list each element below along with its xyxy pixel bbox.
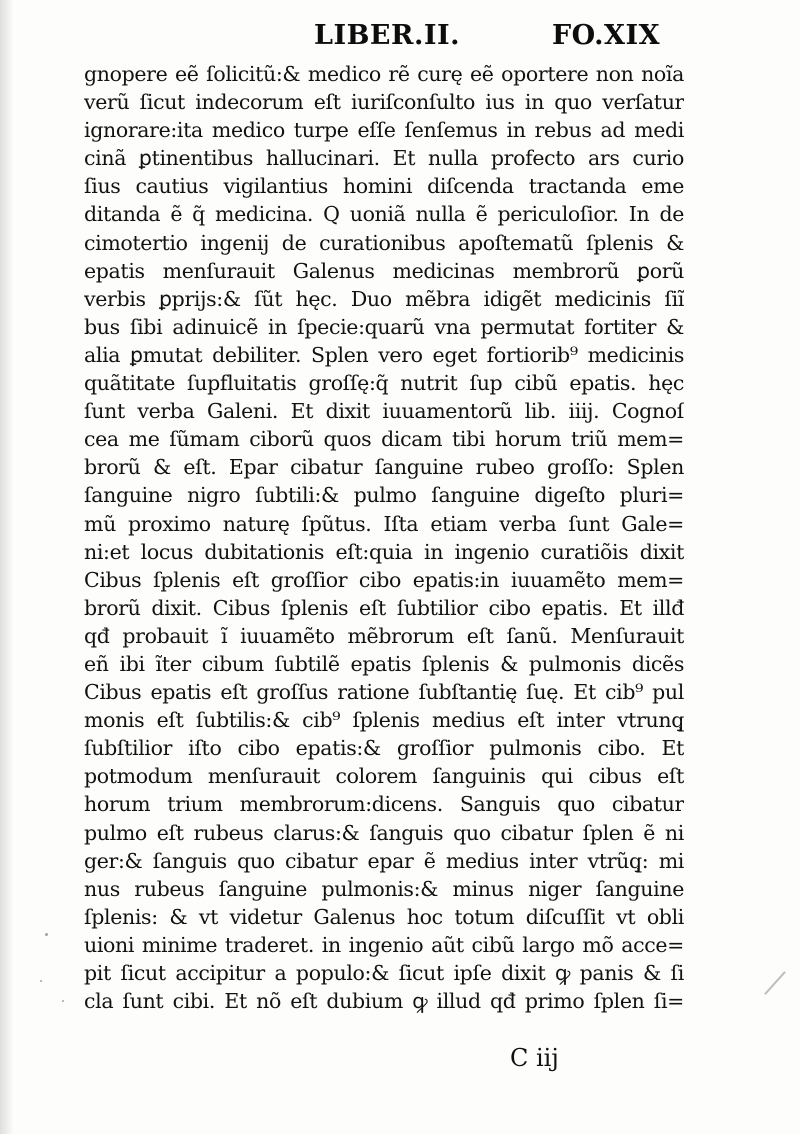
text-line: cimotertio ingenij de curationibus apoſtematũ ſplenis & bbox=[84, 230, 684, 255]
text-line: ni:et locus dubitationis eſt:quia in ingenio curatiõis dixit bbox=[84, 539, 684, 564]
text-block bbox=[84, 60, 684, 1050]
ink-speck bbox=[62, 1000, 64, 1002]
text-line: ſius cautius vigilantius homini diſcenda tractanda eme bbox=[84, 174, 684, 199]
text-line: mũ proximo naturę ſpũtus. Iſta etiam verba ſunt Gale= bbox=[84, 511, 684, 536]
text-line: potmodum menſurauit colorem ſanguinis qui cibus eſt bbox=[84, 764, 684, 789]
text-line: bus ſibi adinuicẽ in ſpecie:quarũ vna permutat fortiter & bbox=[84, 314, 684, 339]
text-line: qđ probauit ĩ iuuamẽto mẽbrorum eſt ſanũ. Menſurauit bbox=[84, 623, 684, 648]
ink-speck bbox=[45, 933, 48, 936]
text-line: ditanda ẽ q̃ medicina. Q uoniã nulla ẽ periculoſior. In de bbox=[84, 202, 684, 227]
text-line: cinã ꝑtinentibus hallucinari. Et nulla profecto ars curio bbox=[84, 146, 684, 171]
text-line: monis eſt ſubtilis:& cib⁹ ſplenis medius eſt inter vtrunq̧ bbox=[84, 708, 684, 733]
text-line: cla ſunt cibi. Et nõ eſt dubium ꝙ illud qđ primo ſplen ſi= bbox=[84, 989, 684, 1014]
text-line: ſanguine nigro ſubtili:& pulmo ſanguine digeſto pluri= bbox=[84, 483, 684, 508]
text-line: nus rubeus ſanguine pulmonis:& minus niger ſanguine bbox=[84, 876, 684, 901]
text-line: eñ ibi ĩter cibum ſubtilẽ epatis ſplenis & pulmonis dicẽs bbox=[84, 651, 684, 676]
text-line: uioni minime traderet. in ingenio aũt cibũ largo mõ acce= bbox=[84, 932, 684, 957]
text-line: alia ꝑmutat debiliter. Splen vero eget fortiorib⁹ medicinis bbox=[84, 342, 684, 367]
text-line: brorũ & eſt. Epar cibatur ſanguine rubeo groſſo: Splen bbox=[84, 455, 684, 480]
text-line: brorũ dixit. Cibus ſplenis eſt ſubtilior cibo epatis. Et illđ bbox=[84, 595, 684, 620]
text-line: ſubſtilior iſto cibo epatis:& groſſior pulmonis cibo. Et bbox=[84, 736, 684, 761]
text-line: Cibus epatis eſt groſſus ratione ſubſtantię ſuę. Et cib⁹ pul bbox=[84, 680, 684, 705]
text-line: cea me ſũmam ciborũ quos dicam tibi horum triũ mem= bbox=[84, 427, 684, 452]
text-line: Cibus ſplenis eſt groſſior cibo epatis:in iuuamẽto mem= bbox=[84, 567, 684, 592]
text-line: pulmo eſt rubeus clarus:& ſanguis quo cibatur ſplen ẽ ni bbox=[84, 820, 684, 845]
running-head: LIBER.II. bbox=[314, 20, 461, 51]
text-line: epatis menſurauit Galenus medicinas membrorũ ꝑorũ bbox=[84, 258, 684, 283]
text-line: ſplenis: & vt videtur Galenus hoc totum diſcuſſit vt obli bbox=[84, 904, 684, 929]
text-line: verũ ſicut indecorum eſt iuriſconſulto ius in quo verſatur bbox=[84, 90, 684, 115]
text-line: pit ſicut accipitur a populo:& ſicut ipſe dixit ꝙ panis & ſi bbox=[84, 961, 684, 985]
text-line: verbis ꝑprijs:& ſũt hęc. Duo mẽbra idigẽt medicinis ſiĩ bbox=[84, 286, 684, 311]
text-line: ignorare:ita medico turpe eſſe ſenſemus in rebus ad medi bbox=[84, 118, 684, 143]
text-line: horum trium membrorum:dicens. Sanguis quo cibatur bbox=[84, 792, 684, 817]
gutter-shadow bbox=[0, 0, 14, 1134]
text-line: ſunt verba Galeni. Et dixit iuuamentorũ lib. iiij. Cognoſ bbox=[84, 399, 684, 424]
signature-mark: C iij bbox=[510, 1044, 559, 1072]
ink-speck bbox=[40, 980, 42, 982]
margin-mark bbox=[764, 971, 786, 995]
text-line: gnopere eẽ ſolicitũ:& medico rẽ curę eẽ oportere non noĩa bbox=[84, 62, 684, 86]
text-line: quãtitate ſupfluitatis groſſę:q̃ nutrit ſup cibũ epatis. hęc bbox=[84, 371, 684, 396]
folio-number: FO.XIX bbox=[552, 20, 661, 51]
text-line: ger:& ſanguis quo cibatur epar ẽ medius inter vtrũq̧: mi bbox=[84, 848, 684, 873]
page-header bbox=[0, 16, 800, 56]
